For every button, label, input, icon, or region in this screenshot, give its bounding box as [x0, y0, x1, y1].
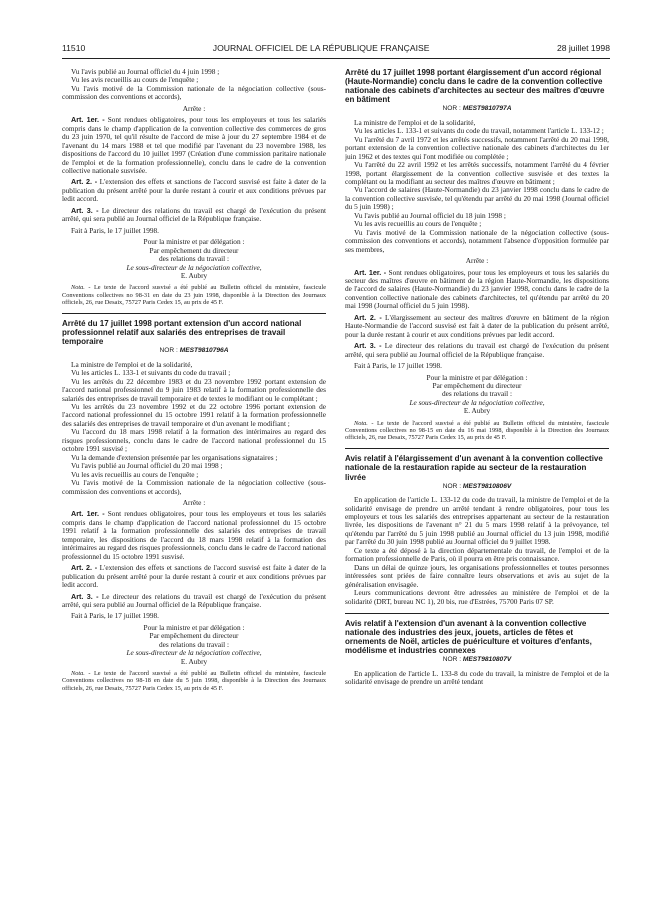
article-label: Art. 3. - — [71, 591, 99, 601]
article-label: Art. 2. - — [354, 312, 382, 322]
article-3 — [62, 593, 326, 610]
place-date: Fait à Paris, le 17 juillet 1998. — [354, 361, 442, 371]
paragraph: Vu la demande d'extension présentée par les organisations signataires ; — [71, 452, 278, 462]
nor-label: NOR : — [442, 656, 462, 664]
right-column — [345, 68, 609, 888]
paragraph: Vu les arrêtés du 22 décembre 1983 et du 23 novembre 1992 portant extension de l'accord national professionnel du 9 juin 1983 relatif à la formation professionnelle des salariés des entreprises de travail temporaire et de textes le modifiant ou le complétant ; — [62, 376, 326, 403]
signature-line: Par empêchement du directeur — [432, 380, 522, 390]
nota-text: Le texte de l'accord susvisé a été publié au Bulletin officiel du ministère, fascicule Conventions collectives no 98-15 en date du 16 mai 1998, disponible à la Direction des Journaux officiels, 26, rue Desaix, 75727 Paris Cedex 15, au prix de 45 F. — [345, 419, 609, 442]
article-text: L'extension des effets et sanctions de l'accord susvisé est faite à dater de la publication du présent arrêté pour la durée restant à courir et aux conditions prévues par ledit accord. — [62, 177, 326, 204]
article-label: Art. 1er. - — [71, 115, 105, 125]
paragraph: Vu l'arrêté du 7 avril 1972 et les arrêtés successifs, notamment l'arrêté du 20 mai 1998, portant extension de la convention collective nationale des cabinets d'architectes du 1er juin 1962 et des textes qui l'ont modifiée ou complétée ; — [345, 134, 609, 161]
page-number: 11510 — [62, 43, 86, 53]
nota — [62, 284, 326, 306]
paragraph: Vu l'avis publié au Journal officiel du 18 juin 1998 ; — [354, 210, 506, 220]
nor-reference — [62, 347, 326, 355]
article-2 — [345, 314, 609, 339]
paragraph: Vu les avis recueillis au cours de l'enquête ; — [71, 469, 199, 479]
issue-date: 28 juillet 1998 — [556, 43, 610, 53]
paragraph: Vu l'avis motivé de la Commission nationale de la négociation collective (sous-commission des conventions et accords), — [62, 478, 326, 496]
paragraph: Vu l'arrêté du 22 avril 1992 et les arrêtés successifs, notamment l'arrêté du 4 février 1998, portant élargissement de la convention collective susvisée et des textes la complétant ou la modifiant au secteur des maîtres d'œuvre en bâtiment ; — [345, 160, 609, 186]
paragraph: Vu les avis recueillis au cours de l'enquête ; — [354, 219, 482, 229]
article-3 — [62, 207, 326, 224]
signature-line: Pour la ministre et par délégation : — [143, 622, 245, 632]
nor-code: MEST9810797A — [462, 105, 512, 113]
nota-label: Nota. - — [71, 670, 91, 678]
paragraph: Leurs communications devront être adressées au ministère de l'emploi et de la solidarité (DRT, bureau NC 1), 20 bis, rue d'Estrées, 75700 Paris 07 SP. — [345, 588, 609, 606]
signature-line: Par empêchement du directeur — [149, 631, 239, 641]
article-label: Art. 2. - — [71, 177, 98, 187]
nota — [62, 670, 326, 692]
section-title: Arrêté du 17 juillet 1998 portant extension d'un accord national professionnel relatif aux salariés des entreprises de travail temporaire — [62, 319, 302, 347]
paragraph: Vu l'accord du 18 mars 1998 relatif à la formation des intérimaires au regard des risques professionnels, conclu dans le cadre de l'accord national professionnel du 15 octobre 1991 susvisé ; — [62, 427, 326, 454]
signature-role: Le sous-directeur de la négociation collective, — [126, 648, 262, 658]
article-1 — [62, 116, 326, 175]
article-2 — [62, 178, 326, 203]
paragraph: Vu l'avis publié au Journal officiel du 4 juin 1998 ; — [71, 68, 220, 76]
nor-code: MEST9810796A — [179, 347, 229, 355]
nor-label: NOR : — [159, 347, 178, 355]
nota-label: Nota. - — [71, 284, 91, 292]
header-rule — [62, 58, 610, 59]
article-label: Art. 3. - — [354, 341, 382, 351]
nor-label: NOR : — [442, 482, 462, 490]
paragraph: Vu les articles L. 133-1 et suivants du code du travail, notamment l'article L. 133-12 ; — [354, 126, 604, 136]
place-date: Fait à Paris, le 17 juillet 1998. — [71, 611, 159, 621]
article-text: L'élargissement au secteur des maîtres d'œuvre en bâtiment de la région Haute-Normandie de l'accord susvisé est fait à dater de la publication du présent arrêté, pour la durée restant à courir et aux conditions prévues par ledit accord. — [345, 312, 609, 339]
article-text: Sont rendues obligatoires, pour tous les employeurs et tous les salariés compris dans le champ d'application de la convention collective des commerces de gros du 23 juin 1970, tel qu'il résulte de l'accord de mise à jour du 27 septembre 1984 et de l'avenant du 14 mars 1988 et tel que modifié par l'avenant du 23 novembre 1988, les dispositions de l'accord du 10 juillet 1997 (Création d'une commission paritaire nationale de l'emploi et de la formation professionnelle), conclu dans le cadre de la convention collective nationale susvisée. — [62, 115, 326, 175]
nor-reference — [345, 656, 609, 664]
place-date: Fait à Paris, le 17 juillet 1998. — [71, 225, 159, 235]
arrete-heading: Arrête : — [182, 103, 206, 113]
article-label: Art. 1er. - — [354, 267, 387, 277]
article-text: L'extension des effets et sanctions de l'accord susvisé est faite à dater de la publication du présent arrêté pour la durée restant à courir et aux conditions prévues par ledit accord. — [62, 563, 326, 590]
article-label: Art. 3. - — [71, 205, 99, 215]
article-1 — [345, 269, 609, 311]
section-title: Arrêté du 17 juillet 1998 portant élargissement d'un accord régional (Haute-Normandie) conclu dans le cadre de la convention collective nationale des cabinets d'architectes au secteur des maîtres d'œuvre en bâtiment — [345, 68, 605, 105]
nota — [345, 420, 609, 442]
nor-code: MEST9810807V — [462, 656, 512, 664]
section-title: Avis relatif à l'élargissement d'un avenant à la convention collective nationale de la restauration rapide au secteur de la restauration livrée — [345, 454, 603, 482]
signature-role: Le sous-directeur de la négociation collective, — [126, 262, 262, 272]
article-text: Le directeur des relations du travail est chargé de l'exécution du présent arrêté, qui sera publié au Journal officiel de la République française. — [62, 205, 326, 224]
signatory-name: E. Aubry — [180, 656, 208, 666]
signature-line: Pour la ministre et par délégation : — [426, 372, 528, 382]
section-divider — [62, 313, 326, 314]
article-1 — [62, 510, 326, 561]
section-title: Avis relatif à l'extension d'un avenant à la convention collective nationale des industries des jeux, jouets, articles de fêtes et ornements de Noël, articles de puériculture et voitures d'enfants, modélisme et industries connexes — [345, 619, 592, 656]
article-text: Le directeur des relations du travail est chargé de l'exécution du présent arrêté, qui sera publié au Journal officiel de la République française. — [62, 591, 326, 609]
signatory-name: E. Aubry — [180, 270, 208, 280]
article-label: Art. 2. - — [71, 563, 98, 573]
paragraph: Vu l'avis motivé de la Commission nationale de la négociation collective (sous-commission des conventions et accords), — [62, 83, 326, 102]
article-text: Sont rendues obligatoires, pour tous les employeurs et tous les salariés compris dans le champ d'application de l'accord national professionnel du 15 octobre 1991 relatif à la formation professionnelle des salariés des entreprises de travail temporaire, les dispositions de l'accord du 18 mars 1998 relatif à la formation des intérimaires au regard des risques professionnels, conclu dans le cadre de l'accord national professionnel du 15 octobre 1991 susvisé. — [62, 509, 326, 561]
nota-text: Le texte de l'accord susvisé a été publié au Bulletin officiel du ministère, fascicule Conventions collectives no 98-31 en date du 23 juin 1998, disponible à la Direction des Journaux officiels, 26, rue Desaix, 75727 Paris Cedex 15, au prix de 45 F. — [62, 284, 326, 306]
arrete-heading: Arrête : — [465, 256, 489, 266]
paragraph: Vu les arrêtés du 23 novembre 1992 et du 22 octobre 1996 portant extension de l'accord national professionnel du 15 octobre 1991 relatif à la formation professionnelle des salariés des entreprises de travail temporaire et d'un avenant le modifiant ; — [62, 402, 326, 428]
paragraph: La ministre de l'emploi et de la solidarité, — [354, 117, 476, 127]
paragraph: Ce texte a été déposé à la direction départementale du travail, de l'emploi et de la formation professionnelle de Paris, où il pourra en être pris connaissance. — [345, 545, 609, 564]
nota-text: Le texte de l'accord susvisé a été publié au Bulletin officiel du ministère, fascicule Conventions collectives no 98-18 en date du 5 juin 1998, disponible à la Direction des Journaux officiels, 26, rue Desaix, 75727 Paris Cedex 15, au prix de 45 F. — [62, 670, 326, 692]
nor-reference — [345, 483, 609, 491]
article-3 — [345, 342, 609, 359]
section-divider — [345, 448, 609, 449]
signature-line: des relations du travail : — [158, 254, 230, 264]
nor-code: MEST9810806V — [462, 482, 512, 490]
signature-line: Par empêchement du directeur — [149, 245, 239, 255]
signature-line: Pour la ministre et par délégation : — [143, 237, 245, 247]
section-divider — [345, 613, 609, 614]
article-2 — [62, 564, 326, 589]
signature-line: des relations du travail : — [158, 639, 230, 649]
page-header — [62, 41, 610, 55]
signatory-name: E. Aubry — [463, 406, 491, 416]
paragraph: Vu l'accord de salaires (Haute-Normandie) du 23 janvier 1998 conclu dans le cadre de la convention collective susvisée, tel qu'étendu par arrêté du 20 mai 1998 (Journal officiel du 5 juin 1998) ; — [345, 185, 609, 212]
paragraph: La ministre de l'emploi et de la solidarité, — [71, 359, 193, 369]
article-text: Le directeur des relations du travail est chargé de l'exécution du présent arrêté, qui sera publié au Journal officiel de la République française. — [345, 341, 609, 359]
nor-label: NOR : — [442, 105, 461, 113]
signature-role: Le sous-directeur de la négociation collective, — [409, 397, 545, 407]
paragraph: Dans un délai de quinze jours, les organisations professionnelles et toutes personnes intéressées sont priées de faire connaître leurs observations et avis au sujet de la généralisation envisagée. — [345, 562, 609, 589]
paragraph: Vu l'avis motivé de la Commission nationale de la négociation collective (sous-commission des conventions et accords), notamment l'absence d'opposition formulée par ses membres, — [345, 227, 609, 254]
nor-reference — [345, 105, 609, 113]
journal-title: JOURNAL OFFICIEL DE LA RÉPUBLIQUE FRANÇAISE — [212, 43, 430, 53]
nota-label: Nota. - — [354, 419, 374, 427]
article-label: Art. 1er. - — [71, 509, 105, 519]
paragraph: Vu l'avis publié au Journal officiel du 20 mai 1998 ; — [71, 461, 223, 471]
paragraph: En application de l'article L. 133-12 du code du travail, la ministre de l'emploi et de la solidarité envisage de prendre un arrêté tendant à rendre obligatoires, pour tous les employeurs et tous les salariés des entreprises appartenant au secteur de la restauration livrée, les dispositions de l'avenant n° 21 du 5 mars 1998 relatif à la prévoyance, tel qu'étendu par l'arrêté du 5 juin 1998 publié au Journal officiel du 13 juin 1998, modifié par l'arrêté du 30 juin 1998 publié au Journal officiel du 9 juillet 1998. — [345, 495, 609, 547]
article-text: Sont rendues obligatoires, pour tous les employeurs et tous les salariés du secteur des maîtres d'œuvre en bâtiment de la région Haute-Normandie, les dispositions de l'accord de salaires (Haute-Normandie) du 23 janvier 1998, conclu dans le cadre de la convention collective nationale des cabinets d'architectes, tel qu'étendu par arrêté du 20 mai 1998 (Journal officiel du 5 juin 1998). — [345, 267, 609, 311]
paragraph: Vu les articles L. 133-1 et suivants du code du travail ; — [71, 368, 231, 378]
signature-line: des relations du travail : — [441, 389, 513, 399]
left-column — [62, 68, 326, 888]
paragraph: En application de l'article L. 133-8 du code du travail, la ministre de l'emploi et de la solidarité envisage de prendre un arrêté tendant — [345, 668, 609, 687]
arrete-heading: Arrête : — [182, 498, 206, 508]
paragraph: Vu les avis recueillis au cours de l'enquête ; — [71, 75, 199, 85]
